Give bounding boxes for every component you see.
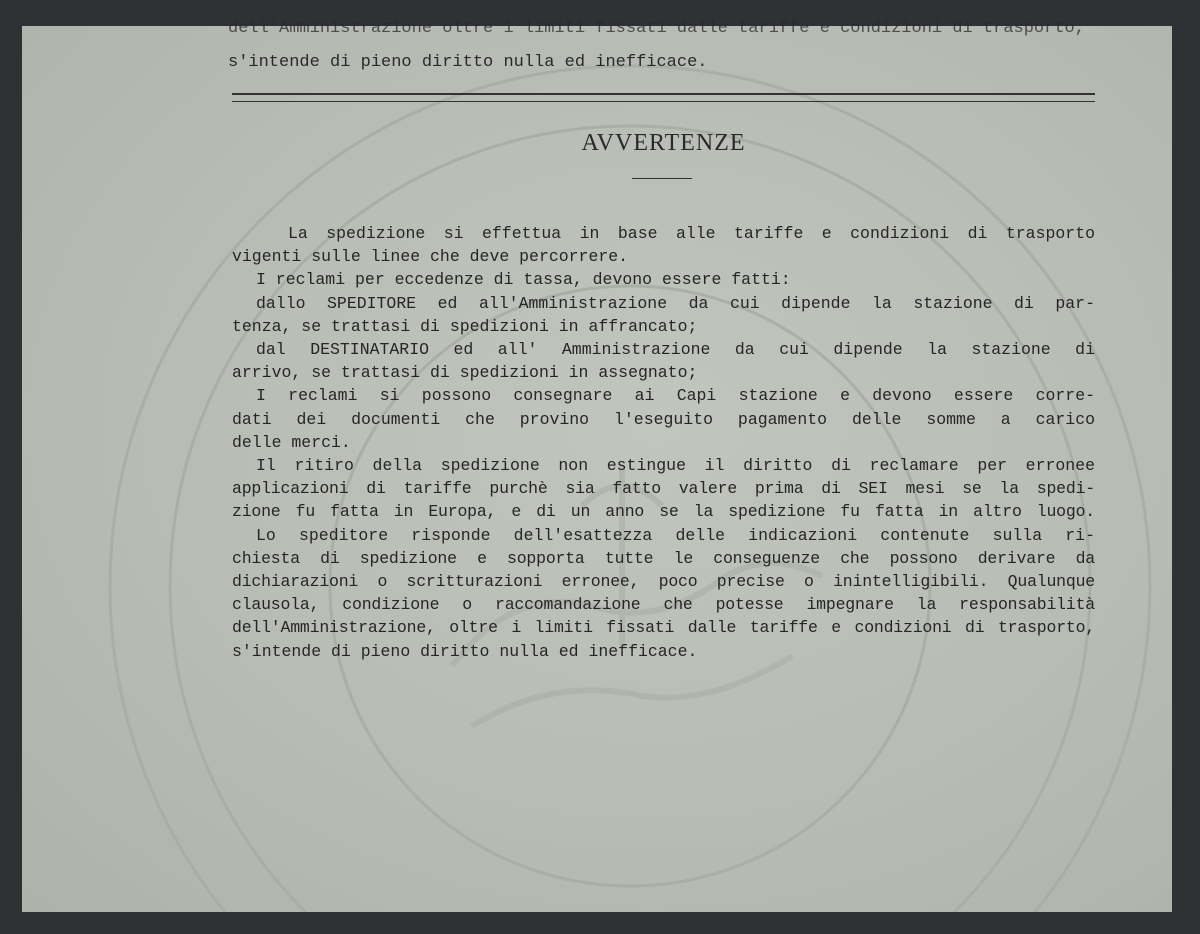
body-line: I reclami per eccedenze di tassa, devono essere fatti:	[256, 270, 791, 290]
body-line: I reclami si possono consegnare ai Capi stazione e devono essere corre-	[256, 386, 1095, 406]
body-line: dal DESTINATARIO ed all' Amministrazione da cui dipende la stazione di	[256, 340, 1095, 360]
section-title: AVVERTENZE	[581, 130, 746, 156]
body-line: dati dei documenti che provino l'eseguito pagamento delle somme a carico	[232, 409, 1095, 429]
body-line: La spedizione si effettua in base alle tariffe e condizioni di trasporto	[288, 224, 1095, 243]
top-fragment-line-2: s'intende di pieno diritto nulla ed inefficace.	[228, 53, 708, 72]
body-line: clausola, condizione o raccomandazione che potesse impegnare la responsabilità	[232, 595, 1095, 615]
body-line: dell'Amministrazione, oltre i limiti fissati dalle tariffe e condizioni di trasporto,	[232, 618, 1095, 638]
body-line: delle merci.	[232, 432, 351, 452]
body-line: Il ritiro della spedizione non estingue il diritto di reclamare per erronee	[256, 456, 1095, 476]
notice-body	[232, 222, 1095, 663]
body-line: vigenti sulle linee che deve percorrere.	[232, 247, 629, 267]
body-line: zione fu fatta in Europa, e di un anno se la spedizione fu fatta in altro luogo.	[232, 502, 1095, 522]
body-line: tenza, se trattasi di spedizioni in affrancato;	[232, 316, 698, 336]
body-line: dallo SPEDITORE ed all'Amministrazione da cui dipende la stazione di par-	[256, 293, 1095, 313]
body-line: chiesta di spedizione e sopporta tutte le conseguenze che possono derivare da	[232, 548, 1095, 568]
body-line: Lo speditore risponde dell'esattezza delle indicazioni contenute sulla ri-	[256, 525, 1095, 545]
body-line: dichiarazioni o scritturazioni erronee, poco precise o inintelligibili. Qualunque	[232, 572, 1095, 592]
section-divider	[232, 93, 1095, 102]
document-sheet	[22, 19, 1172, 912]
body-line: arrivo, se trattasi di spedizioni in assegnato;	[232, 363, 698, 383]
body-line: s'intende di pieno diritto nulla ed inefficace.	[232, 641, 698, 661]
top-fragment-line-1: dell'Amministrazione oltre i limiti fissati dalle tariffe e condizioni di trasporto,	[228, 19, 1085, 38]
body-line: applicazioni di tariffe purchè sia fatto valere prima di SEI mesi se la spedi-	[232, 479, 1095, 499]
top-fragment	[228, 12, 1098, 80]
title-underline	[632, 178, 692, 179]
